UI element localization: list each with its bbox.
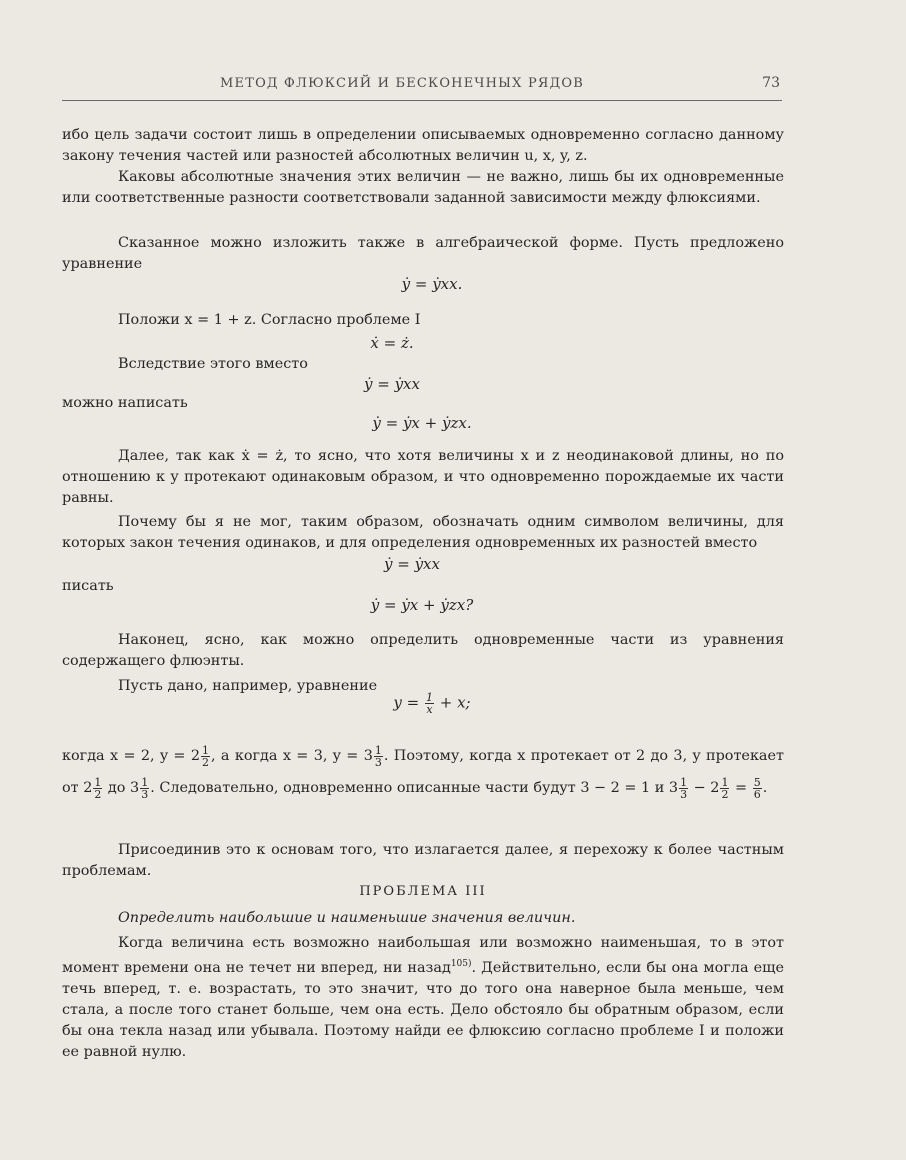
paragraph-14 bbox=[62, 933, 784, 1063]
p12-e: . Следовательно, одновременно описанные части будут 3 − 2 = 1 и 3 bbox=[150, 780, 679, 796]
eq7-num: 1 bbox=[425, 691, 433, 704]
equation-3: ẏ = ẏxx bbox=[364, 375, 420, 393]
p12-f-num: 1 bbox=[721, 775, 729, 789]
paragraph-9: писать bbox=[62, 578, 114, 594]
p12-b: , а когда x = 3, y = 3 bbox=[211, 748, 373, 764]
p12-b-den: 3 bbox=[374, 755, 382, 769]
paragraph-12 bbox=[62, 740, 784, 804]
paragraph-1: ибо цель задачи состоит лишь в определении описываемых одновременно согласно данному закону течения частей или разностей абсолютных величин u, x, y, z. bbox=[62, 127, 784, 164]
p12-frac-c bbox=[93, 777, 102, 800]
p14-text-b: . Действительно, если бы она могла еще течь вперед, т. е. возрастать, то это значит, что до того она наверное была меньше, чем стала, а после того станет больше, чем она есть. Дело обстояло бы обратным образом, если бы она текла назад или убывала. Поэтому найди ее флюксию согласно проблеме I и положи ее равной нулю. bbox=[62, 959, 784, 1060]
p12-b-num: 1 bbox=[374, 743, 382, 757]
p12-e-num: 1 bbox=[680, 775, 688, 789]
p12-c-den: 2 bbox=[94, 787, 102, 801]
footnote-ref: 105) bbox=[450, 959, 472, 969]
paragraph-5: Вследствие этого вместо bbox=[118, 356, 308, 372]
p12-frac-f bbox=[720, 777, 729, 800]
p12-frac-e bbox=[679, 777, 688, 800]
equation-1: ẏ = ẏxx. bbox=[401, 275, 463, 293]
equation-6: ẏ = ẏx + ẏzx? bbox=[370, 596, 474, 614]
p12-g-den: 6 bbox=[753, 787, 761, 801]
p12-f-den: 2 bbox=[721, 787, 729, 801]
paragraph-7: Далее, так как ẋ = ż, то ясно, что хотя величины x и z неодинаковой длины, но по отношению к y протекают одинаковым образом, и что одновременно порождаемые их части равны. bbox=[62, 448, 784, 506]
p12-c: . Поэтому, когда x протекает от 2 до 3, y протекает от 2 bbox=[62, 748, 784, 796]
equation-2: ẋ = ż. bbox=[370, 334, 414, 352]
eq7-fraction bbox=[425, 692, 434, 715]
eq7-left: y = bbox=[393, 693, 420, 712]
p12-a-den: 2 bbox=[202, 755, 209, 769]
p12-frac-b bbox=[374, 745, 383, 768]
eq7-right: + x; bbox=[439, 693, 471, 712]
paragraph-10: Наконец, ясно, как можно определить одновременные части из уравнения содержащего флюэнты. bbox=[62, 632, 784, 669]
p14-text: Когда величина есть возможно наибольшая или возможно наименьшая, то в этот момент времени она не течет ни вперед, ни назад bbox=[62, 935, 784, 976]
header-title: МЕТОД ФЛЮКСИЙ И БЕСКОНЕЧНЫХ РЯДОВ bbox=[220, 76, 584, 91]
equation-7 bbox=[302, 692, 562, 715]
problem-title: ПРОБЛЕМА III bbox=[359, 884, 487, 899]
equation-5: ẏ = ẏxx bbox=[384, 555, 440, 573]
p12-frac-a bbox=[201, 745, 210, 768]
p12-e-den: 3 bbox=[680, 787, 688, 801]
running-header bbox=[62, 74, 782, 101]
p12-c-num: 1 bbox=[94, 775, 102, 789]
paragraph-3: Сказанное можно изложить также в алгебраической форме. Пусть предложено уравнение bbox=[62, 235, 784, 272]
p12-d-den: 3 bbox=[141, 787, 149, 801]
p12-d-num: 1 bbox=[141, 775, 149, 789]
p12-f: − 2 bbox=[689, 780, 720, 796]
paragraph-4: Положи x = 1 + z. Согласно проблеме I bbox=[118, 312, 421, 328]
paragraph-6: можно написать bbox=[62, 395, 188, 411]
equation-4: ẏ = ẏx + ẏzx. bbox=[372, 414, 472, 432]
page-number: 73 bbox=[762, 75, 780, 91]
p12-frac-g bbox=[753, 777, 762, 800]
p12-frac-d bbox=[140, 777, 149, 800]
paragraph-13: Присоединив это к основам того, что излагается далее, я перехожу к более частным проблемам. bbox=[62, 842, 784, 879]
p12-g-num: 5 bbox=[753, 775, 761, 789]
p12-g: = bbox=[730, 780, 752, 796]
problem-subtitle: Определить наибольшие и наименьшие значения величин. bbox=[118, 910, 576, 926]
p12-a: когда x = 2, y = 2 bbox=[62, 748, 200, 764]
eq7-den: x bbox=[426, 703, 433, 716]
paragraph-8: Почему бы я не мог, таким образом, обозначать одним символом величины, для которых закон течения одинаков, и для определения одновременных их разностей вместо bbox=[62, 514, 784, 551]
paragraph-11: Пусть дано, например, уравнение bbox=[118, 678, 378, 694]
p12-d: до 3 bbox=[103, 780, 140, 796]
p12-a-num: 1 bbox=[202, 743, 209, 757]
paragraph-2: Каковы абсолютные значения этих величин — не важно, лишь бы их одновременные или соответственные разности соответствовали заданной зависимости между флюксиями. bbox=[62, 169, 784, 206]
p12-h: . bbox=[762, 780, 768, 796]
